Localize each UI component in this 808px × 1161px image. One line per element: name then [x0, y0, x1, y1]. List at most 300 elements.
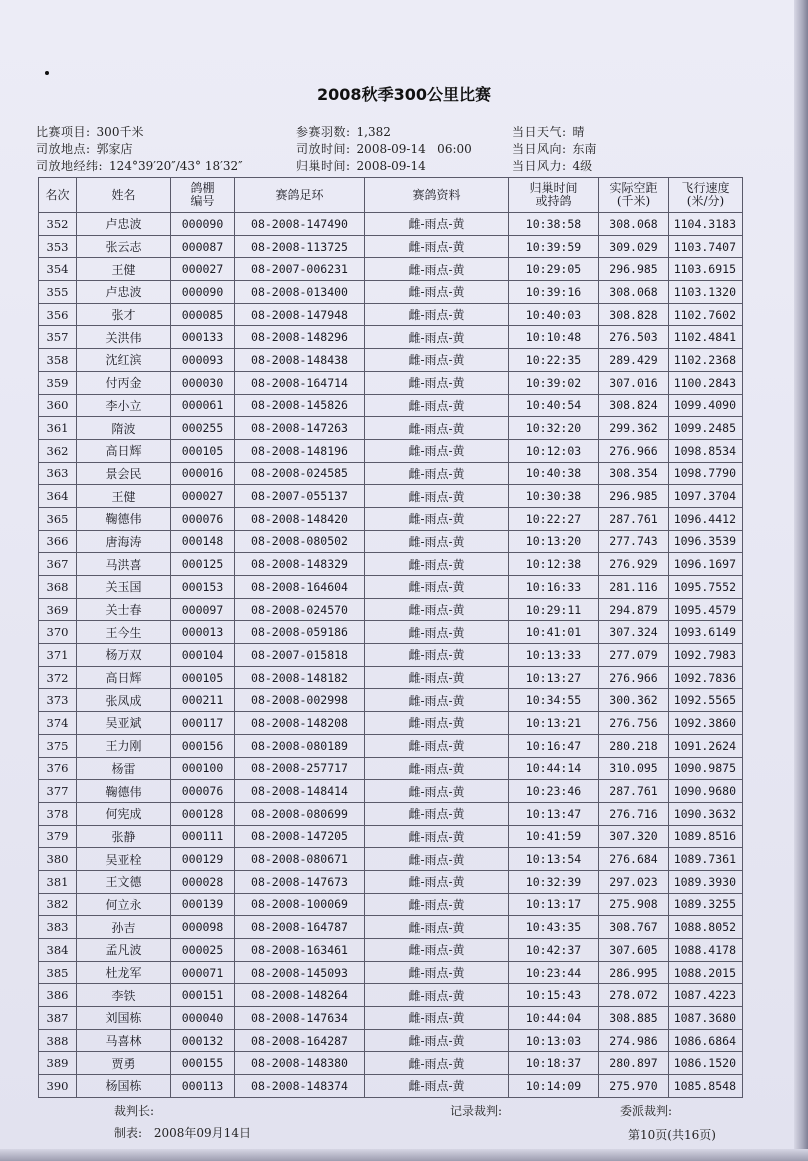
- cell-speed: 1087.4223: [669, 984, 743, 1007]
- table-row: [39, 303, 743, 326]
- cell-speed: 1100.2843: [669, 371, 743, 394]
- cell-rank: 368: [39, 576, 77, 599]
- cell-ring: 08-2008-257717: [235, 757, 365, 780]
- cell-ring: 08-2008-059186: [235, 621, 365, 644]
- cell-name: 杨万双: [77, 644, 171, 667]
- cell-distance: 274.986: [599, 1029, 669, 1052]
- cell-loft-id: 000151: [171, 984, 235, 1007]
- table-row: [39, 439, 743, 462]
- cell-pigeon-info: 雌-雨点-黄: [365, 281, 509, 304]
- cell-speed: 1089.8516: [669, 825, 743, 848]
- page-title: 2008秋季300公里比赛: [317, 85, 491, 104]
- cell-rank: 388: [39, 1029, 77, 1052]
- cell-ring: 08-2008-164787: [235, 916, 365, 939]
- cell-distance: 287.761: [599, 780, 669, 803]
- cell-name: 张才: [77, 303, 171, 326]
- cell-return-time: 10:13:27: [509, 666, 599, 689]
- meta-count-value: 1,382: [356, 125, 391, 139]
- cell-speed: 1090.9875: [669, 757, 743, 780]
- cell-ring: 08-2008-147263: [235, 417, 365, 440]
- footer-delegate: 委派裁判:: [620, 1104, 673, 1118]
- cell-pigeon-info: 雌-雨点-黄: [365, 689, 509, 712]
- meta-return-time-label: 归巢时间:: [296, 159, 351, 173]
- speck-mark: [45, 71, 49, 75]
- cell-distance: 294.879: [599, 598, 669, 621]
- cell-loft-id: 000098: [171, 916, 235, 939]
- cell-pigeon-info: 雌-雨点-黄: [365, 848, 509, 871]
- cell-return-time: 10:40:38: [509, 462, 599, 485]
- cell-rank: 354: [39, 258, 77, 281]
- cell-rank: 385: [39, 961, 77, 984]
- cell-return-time: 10:29:11: [509, 598, 599, 621]
- cell-ring: 08-2008-147673: [235, 870, 365, 893]
- table-row: [39, 1029, 743, 1052]
- cell-ring: 08-2008-164287: [235, 1029, 365, 1052]
- cell-distance: 308.824: [599, 394, 669, 417]
- cell-loft-id: 000255: [171, 417, 235, 440]
- table-row: [39, 258, 743, 281]
- cell-loft-id: 000133: [171, 326, 235, 349]
- cell-ring: 08-2008-002998: [235, 689, 365, 712]
- cell-speed: 1103.1320: [669, 281, 743, 304]
- cell-rank: 390: [39, 1075, 77, 1098]
- cell-pigeon-info: 雌-雨点-黄: [365, 1007, 509, 1030]
- footer-page-number: 第10页(共16页): [628, 1128, 716, 1142]
- cell-distance: 300.362: [599, 689, 669, 712]
- meta-return-time-value: 2008-09-14: [356, 159, 426, 173]
- cell-distance: 276.966: [599, 439, 669, 462]
- cell-name: 沈红滨: [77, 349, 171, 372]
- cell-pigeon-info: 雌-雨点-黄: [365, 258, 509, 281]
- cell-rank: 369: [39, 598, 77, 621]
- cell-name: 王健: [77, 485, 171, 508]
- cell-return-time: 10:39:16: [509, 281, 599, 304]
- table-row: [39, 553, 743, 576]
- header-name: 姓名: [77, 178, 171, 213]
- cell-ring: 08-2008-163461: [235, 939, 365, 962]
- table-row: [39, 598, 743, 621]
- table-row: [39, 712, 743, 735]
- table-row: [39, 961, 743, 984]
- cell-loft-id: 000087: [171, 235, 235, 258]
- cell-ring: 08-2008-024585: [235, 462, 365, 485]
- cell-name: 景会民: [77, 462, 171, 485]
- table-row: [39, 1075, 743, 1098]
- meta-weather-value: 晴: [572, 125, 585, 139]
- cell-ring: 08-2008-148420: [235, 507, 365, 530]
- cell-loft-id: 000105: [171, 439, 235, 462]
- cell-rank: 355: [39, 281, 77, 304]
- cell-distance: 308.354: [599, 462, 669, 485]
- header-rank: 名次: [39, 178, 77, 213]
- table-row: [39, 893, 743, 916]
- cell-return-time: 10:12:03: [509, 439, 599, 462]
- cell-return-time: 10:44:14: [509, 757, 599, 780]
- table-row: [39, 734, 743, 757]
- meta-wind-direction-label: 当日风向:: [512, 142, 567, 156]
- results-body: [39, 213, 743, 1098]
- cell-speed: 1090.9680: [669, 780, 743, 803]
- cell-ring: 08-2008-080189: [235, 734, 365, 757]
- cell-distance: 280.218: [599, 734, 669, 757]
- cell-ring: 08-2008-148374: [235, 1075, 365, 1098]
- cell-rank: 376: [39, 757, 77, 780]
- cell-return-time: 10:44:04: [509, 1007, 599, 1030]
- cell-name: 卢忠波: [77, 281, 171, 304]
- cell-distance: 307.320: [599, 825, 669, 848]
- table-row: [39, 235, 743, 258]
- cell-name: 张云志: [77, 235, 171, 258]
- cell-pigeon-info: 雌-雨点-黄: [365, 417, 509, 440]
- cell-loft-id: 000071: [171, 961, 235, 984]
- cell-ring: 08-2007-055137: [235, 485, 365, 508]
- table-row: [39, 757, 743, 780]
- cell-name: 关士春: [77, 598, 171, 621]
- cell-ring: 08-2008-148296: [235, 326, 365, 349]
- cell-rank: 356: [39, 303, 77, 326]
- cell-loft-id: 000113: [171, 1075, 235, 1098]
- table-row: [39, 326, 743, 349]
- cell-distance: 289.429: [599, 349, 669, 372]
- cell-name: 孟凡波: [77, 939, 171, 962]
- cell-distance: 308.885: [599, 1007, 669, 1030]
- meta-wind-force-value: 4级: [572, 159, 593, 173]
- table-row: [39, 916, 743, 939]
- table-row: [39, 780, 743, 803]
- cell-distance: 307.016: [599, 371, 669, 394]
- cell-speed: 1090.3632: [669, 802, 743, 825]
- table-row: [39, 644, 743, 667]
- cell-rank: 373: [39, 689, 77, 712]
- cell-distance: 286.995: [599, 961, 669, 984]
- table-row: [39, 621, 743, 644]
- cell-loft-id: 000104: [171, 644, 235, 667]
- cell-loft-id: 000090: [171, 281, 235, 304]
- header-distance: 实际空距 (千米): [599, 178, 669, 213]
- table-row: [39, 417, 743, 440]
- results-table: [38, 177, 743, 1098]
- cell-rank: 375: [39, 734, 77, 757]
- cell-rank: 374: [39, 712, 77, 735]
- cell-distance: 296.985: [599, 485, 669, 508]
- cell-ring: 08-2008-013400: [235, 281, 365, 304]
- meta-wind-force-label: 当日风力:: [512, 159, 567, 173]
- cell-rank: 386: [39, 984, 77, 1007]
- cell-loft-id: 000132: [171, 1029, 235, 1052]
- cell-loft-id: 000090: [171, 213, 235, 236]
- cell-return-time: 10:22:27: [509, 507, 599, 530]
- cell-distance: 296.985: [599, 258, 669, 281]
- cell-pigeon-info: 雌-雨点-黄: [365, 553, 509, 576]
- cell-distance: 276.716: [599, 802, 669, 825]
- table-row: [39, 462, 743, 485]
- meta-wind-direction-value: 东南: [572, 142, 597, 156]
- cell-distance: 309.029: [599, 235, 669, 258]
- cell-pigeon-info: 雌-雨点-黄: [365, 916, 509, 939]
- cell-loft-id: 000129: [171, 848, 235, 871]
- cell-speed: 1102.7602: [669, 303, 743, 326]
- cell-name: 张静: [77, 825, 171, 848]
- cell-speed: 1102.2368: [669, 349, 743, 372]
- cell-speed: 1086.1520: [669, 1052, 743, 1075]
- cell-ring: 08-2008-100069: [235, 893, 365, 916]
- table-row: [39, 802, 743, 825]
- cell-ring: 08-2008-164604: [235, 576, 365, 599]
- cell-rank: 377: [39, 780, 77, 803]
- table-row: [39, 213, 743, 236]
- meta-place: [36, 140, 133, 157]
- cell-pigeon-info: 雌-雨点-黄: [365, 371, 509, 394]
- cell-pigeon-info: 雌-雨点-黄: [365, 507, 509, 530]
- cell-distance: 307.324: [599, 621, 669, 644]
- cell-rank: 363: [39, 462, 77, 485]
- cell-distance: 308.828: [599, 303, 669, 326]
- header-speed: 飞行速度 (米/分): [669, 178, 743, 213]
- cell-loft-id: 000085: [171, 303, 235, 326]
- cell-pigeon-info: 雌-雨点-黄: [365, 644, 509, 667]
- cell-distance: 276.684: [599, 848, 669, 871]
- cell-ring: 08-2008-147948: [235, 303, 365, 326]
- meta-coords-label: 司放地经纬:: [36, 159, 104, 173]
- cell-speed: 1091.2624: [669, 734, 743, 757]
- cell-speed: 1102.4841: [669, 326, 743, 349]
- cell-rank: 371: [39, 644, 77, 667]
- meta-count: [296, 123, 391, 140]
- meta-release-time-label: 司放时间:: [296, 142, 351, 156]
- cell-name: 高日辉: [77, 666, 171, 689]
- cell-rank: 367: [39, 553, 77, 576]
- cell-name: 吴亚栓: [77, 848, 171, 871]
- cell-speed: 1099.2485: [669, 417, 743, 440]
- cell-ring: 08-2008-113725: [235, 235, 365, 258]
- cell-ring: 08-2008-148329: [235, 553, 365, 576]
- cell-return-time: 10:23:44: [509, 961, 599, 984]
- cell-return-time: 10:22:35: [509, 349, 599, 372]
- cell-rank: 370: [39, 621, 77, 644]
- cell-rank: 362: [39, 439, 77, 462]
- cell-return-time: 10:32:20: [509, 417, 599, 440]
- cell-distance: 276.929: [599, 553, 669, 576]
- cell-name: 吴亚斌: [77, 712, 171, 735]
- cell-speed: 1098.7790: [669, 462, 743, 485]
- cell-pigeon-info: 雌-雨点-黄: [365, 757, 509, 780]
- cell-name: 隋波: [77, 417, 171, 440]
- table-row: [39, 1007, 743, 1030]
- cell-pigeon-info: 雌-雨点-黄: [365, 802, 509, 825]
- page-edge-shadow-right: [794, 0, 808, 1161]
- cell-speed: 1088.8052: [669, 916, 743, 939]
- footer-recorder: 记录裁判:: [450, 1104, 503, 1118]
- cell-name: 王健: [77, 258, 171, 281]
- cell-speed: 1089.3930: [669, 870, 743, 893]
- cell-return-time: 10:40:03: [509, 303, 599, 326]
- cell-name: 王力刚: [77, 734, 171, 757]
- cell-name: 何立永: [77, 893, 171, 916]
- cell-loft-id: 000105: [171, 666, 235, 689]
- cell-return-time: 10:30:38: [509, 485, 599, 508]
- cell-name: 李铁: [77, 984, 171, 1007]
- table-row: [39, 281, 743, 304]
- cell-speed: 1099.4090: [669, 394, 743, 417]
- cell-rank: 360: [39, 394, 77, 417]
- cell-return-time: 10:18:37: [509, 1052, 599, 1075]
- cell-return-time: 10:16:47: [509, 734, 599, 757]
- cell-rank: 353: [39, 235, 77, 258]
- cell-speed: 1088.2015: [669, 961, 743, 984]
- meta-place-value: 郭家店: [96, 142, 133, 156]
- cell-rank: 357: [39, 326, 77, 349]
- cell-pigeon-info: 雌-雨点-黄: [365, 349, 509, 372]
- cell-name: 唐海涛: [77, 530, 171, 553]
- cell-distance: 280.897: [599, 1052, 669, 1075]
- cell-ring: 08-2007-015818: [235, 644, 365, 667]
- cell-return-time: 10:38:58: [509, 213, 599, 236]
- cell-loft-id: 000061: [171, 394, 235, 417]
- cell-return-time: 10:42:37: [509, 939, 599, 962]
- cell-loft-id: 000156: [171, 734, 235, 757]
- meta-coords-value: 124°39′20″/43° 18′32″: [109, 159, 243, 173]
- cell-distance: 275.908: [599, 893, 669, 916]
- cell-name: 关洪伟: [77, 326, 171, 349]
- cell-pigeon-info: 雌-雨点-黄: [365, 485, 509, 508]
- cell-ring: 08-2008-147634: [235, 1007, 365, 1030]
- cell-speed: 1086.6864: [669, 1029, 743, 1052]
- cell-loft-id: 000097: [171, 598, 235, 621]
- cell-loft-id: 000100: [171, 757, 235, 780]
- cell-return-time: 10:23:46: [509, 780, 599, 803]
- table-row: [39, 349, 743, 372]
- cell-pigeon-info: 雌-雨点-黄: [365, 712, 509, 735]
- table-row: [39, 939, 743, 962]
- cell-pigeon-info: 雌-雨点-黄: [365, 870, 509, 893]
- footer-made: [114, 1124, 251, 1141]
- cell-return-time: 10:29:05: [509, 258, 599, 281]
- cell-pigeon-info: 雌-雨点-黄: [365, 462, 509, 485]
- cell-speed: 1096.3539: [669, 530, 743, 553]
- cell-pigeon-info: 雌-雨点-黄: [365, 939, 509, 962]
- cell-name: 鞠德伟: [77, 507, 171, 530]
- cell-distance: 277.079: [599, 644, 669, 667]
- cell-loft-id: 000027: [171, 485, 235, 508]
- cell-return-time: 10:13:54: [509, 848, 599, 871]
- cell-distance: 275.970: [599, 1075, 669, 1098]
- cell-rank: 352: [39, 213, 77, 236]
- cell-return-time: 10:40:54: [509, 394, 599, 417]
- cell-loft-id: 000153: [171, 576, 235, 599]
- cell-name: 高日辉: [77, 439, 171, 462]
- cell-distance: 276.966: [599, 666, 669, 689]
- cell-name: 杜龙军: [77, 961, 171, 984]
- cell-pigeon-info: 雌-雨点-黄: [365, 984, 509, 1007]
- cell-return-time: 10:39:02: [509, 371, 599, 394]
- cell-pigeon-info: 雌-雨点-黄: [365, 1052, 509, 1075]
- cell-rank: 361: [39, 417, 77, 440]
- cell-pigeon-info: 雌-雨点-黄: [365, 621, 509, 644]
- cell-speed: 1092.7983: [669, 644, 743, 667]
- footer-made-label: 制表:: [114, 1126, 143, 1140]
- cell-name: 张凤成: [77, 689, 171, 712]
- cell-distance: 310.095: [599, 757, 669, 780]
- meta-weather: [512, 123, 585, 140]
- cell-pigeon-info: 雌-雨点-黄: [365, 394, 509, 417]
- cell-pigeon-info: 雌-雨点-黄: [365, 303, 509, 326]
- cell-return-time: 10:16:33: [509, 576, 599, 599]
- table-row: [39, 848, 743, 871]
- cell-distance: 278.072: [599, 984, 669, 1007]
- cell-name: 马喜林: [77, 1029, 171, 1052]
- cell-speed: 1103.6915: [669, 258, 743, 281]
- header-loft-id: 鸽棚 编号: [171, 178, 235, 213]
- cell-ring: 08-2008-147490: [235, 213, 365, 236]
- cell-ring: 08-2008-164714: [235, 371, 365, 394]
- table-row: [39, 870, 743, 893]
- cell-loft-id: 000076: [171, 780, 235, 803]
- cell-speed: 1095.4579: [669, 598, 743, 621]
- cell-name: 王今生: [77, 621, 171, 644]
- cell-name: 杨国栋: [77, 1075, 171, 1098]
- cell-speed: 1095.7552: [669, 576, 743, 599]
- cell-distance: 299.362: [599, 417, 669, 440]
- meta-release-time-value: 2008-09-14 06:00: [356, 142, 472, 156]
- cell-distance: 287.761: [599, 507, 669, 530]
- cell-ring: 08-2008-148208: [235, 712, 365, 735]
- cell-name: 李小立: [77, 394, 171, 417]
- cell-ring: 08-2008-080671: [235, 848, 365, 871]
- cell-ring: 08-2008-145093: [235, 961, 365, 984]
- header-return-time: 归巢时间 或持鸽: [509, 178, 599, 213]
- cell-return-time: 10:13:47: [509, 802, 599, 825]
- cell-speed: 1098.8534: [669, 439, 743, 462]
- meta-release-time: [296, 140, 472, 157]
- cell-ring: 08-2008-024570: [235, 598, 365, 621]
- cell-loft-id: 000027: [171, 258, 235, 281]
- cell-rank: 359: [39, 371, 77, 394]
- table-row: [39, 1052, 743, 1075]
- cell-rank: 364: [39, 485, 77, 508]
- cell-ring: 08-2008-148380: [235, 1052, 365, 1075]
- cell-rank: 365: [39, 507, 77, 530]
- cell-loft-id: 000030: [171, 371, 235, 394]
- cell-return-time: 10:13:03: [509, 1029, 599, 1052]
- cell-speed: 1085.8548: [669, 1075, 743, 1098]
- cell-pigeon-info: 雌-雨点-黄: [365, 893, 509, 916]
- cell-rank: 379: [39, 825, 77, 848]
- cell-speed: 1088.4178: [669, 939, 743, 962]
- cell-pigeon-info: 雌-雨点-黄: [365, 734, 509, 757]
- header-ring: 赛鸽足环: [235, 178, 365, 213]
- cell-loft-id: 000111: [171, 825, 235, 848]
- cell-speed: 1104.3183: [669, 213, 743, 236]
- cell-loft-id: 000093: [171, 349, 235, 372]
- cell-name: 何宪成: [77, 802, 171, 825]
- meta-event-value: 300千米: [96, 125, 144, 139]
- page-edge-shadow-bottom: [0, 1149, 808, 1161]
- cell-rank: 381: [39, 870, 77, 893]
- table-row: [39, 530, 743, 553]
- cell-return-time: 10:34:55: [509, 689, 599, 712]
- cell-return-time: 10:14:09: [509, 1075, 599, 1098]
- cell-ring: 08-2008-148182: [235, 666, 365, 689]
- cell-rank: 384: [39, 939, 77, 962]
- table-row: [39, 576, 743, 599]
- cell-distance: 307.605: [599, 939, 669, 962]
- table-row: [39, 825, 743, 848]
- cell-name: 贾勇: [77, 1052, 171, 1075]
- cell-loft-id: 000016: [171, 462, 235, 485]
- cell-loft-id: 000040: [171, 1007, 235, 1030]
- cell-pigeon-info: 雌-雨点-黄: [365, 961, 509, 984]
- cell-pigeon-info: 雌-雨点-黄: [365, 213, 509, 236]
